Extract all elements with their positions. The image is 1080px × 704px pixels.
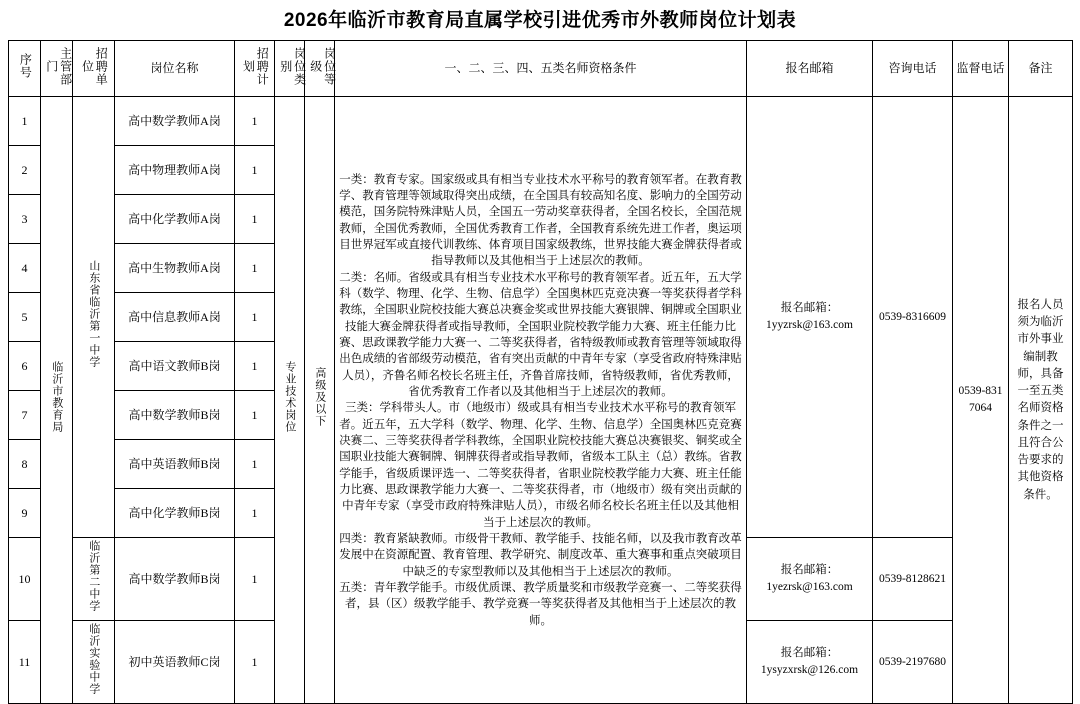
cell-email-1 [747,97,873,538]
email-address: 1yyzrsk@163.com [766,319,853,332]
condition-class-3: 三类：学科带头人。市（地级市）级或具有相当专业技术水平称号的教育领军者。近五年，五大学科（数学、物理、化学、生物、信息学）全国奥林匹克竞赛决赛二、三等奖获得者学科教练，全国职业院校技能大赛总决赛银奖、铜奖或全国职业技能大赛铜牌、铜牌获得者或指导教师，省级本工队主（总）教练。省教学能手，省级质课评选一、二等奖获得者，省职业院校教学能力大赛、班主任能力比赛、思政课教学能力大赛一、二等奖获得者，市（地级市）级有突出贡献的中青年专家（享受市政府特殊津贴人员），市级名师名校长名班主任以及其他相当于上述层次的教师。 [339,402,742,529]
cell-plan: 1 [235,97,275,146]
job-plan-table [8,40,1073,704]
cell-seq: 8 [9,440,41,489]
cell-plan: 1 [235,489,275,538]
cell-conditions [335,97,747,704]
cell-job-name: 高中英语教师B岗 [115,440,235,489]
cell-plan: 1 [235,293,275,342]
cell-consult-phone-1: 0539-8316609 [873,97,953,538]
header-job-level: 岗位等级 [305,41,335,97]
email-label: 报名邮箱： [780,302,839,315]
cell-unit-3: 临沂实验中学 [73,621,115,704]
page-title: 2026年临沂市教育局直属学校引进优秀市外教师岗位计划表 [283,10,797,31]
table-header-row [9,41,1073,97]
cell-plan: 1 [235,391,275,440]
cell-supervise-phone: 0539-8317064 [953,97,1009,704]
cell-plan: 1 [235,244,275,293]
email-label: 报名邮箱： [780,564,839,577]
cell-job-name: 高中信息教师A岗 [115,293,235,342]
email-address: 1ysyzxrsk@126.com [760,664,859,677]
cell-job-name: 高中数学教师B岗 [115,538,235,621]
cell-consult-phone-2: 0539-8128621 [873,538,953,621]
cell-plan: 1 [235,342,275,391]
cell-plan: 1 [235,538,275,621]
table-row [9,97,1073,146]
cell-seq: 5 [9,293,41,342]
cell-job-name: 高中语文教师B岗 [115,342,235,391]
cell-job-name: 初中英语教师C岗 [115,621,235,704]
header-supervise-phone: 监督电话 [953,41,1009,97]
cell-seq: 1 [9,97,41,146]
cell-seq: 3 [9,195,41,244]
condition-class-4: 四类：教育紧缺教师。市级骨干教师、教学能手、技能名师，以及我市教育改革发展中在资源配置、教育管理、教学研究、制度改革、重大赛事和重点突破项目中缺乏的专家型教师以及其他相当于上述层次的教师。 [339,532,742,578]
cell-seq: 10 [9,538,41,621]
header-job-name: 岗位名称 [115,41,235,97]
header-email: 报名邮箱 [747,41,873,97]
cell-email-2 [747,538,873,621]
cell-plan: 1 [235,440,275,489]
condition-class-1: 一类：教育专家。国家级或具有相当专业技术水平称号的教育领军者。在教育教学、教育管理等领域取得突出成绩，在全国具有较高知名度、影响力的全国劳动模范，国务院特殊津贴人员，全国五一劳动奖章获得者，全国名校长，全国范规教师，全国优秀教师，全国优秀教育工作者，全国教育系统先进工作者，奥运项目世界冠军或直接代训教练、体育项目国家级教练，世界技能大赛金牌获得者或指导教师以及其他相当于上述层次的教师。 [339,173,742,268]
cell-job-name: 高中物理教师A岗 [115,146,235,195]
header-consult-phone: 咨询电话 [873,41,953,97]
cell-seq: 11 [9,621,41,704]
cell-seq: 2 [9,146,41,195]
cell-plan: 1 [235,195,275,244]
header-plan: 招聘计划 [235,41,275,97]
cell-plan: 1 [235,146,275,195]
cell-seq: 7 [9,391,41,440]
cell-job-name: 高中数学教师A岗 [115,97,235,146]
header-job-type: 岗位类别 [275,41,305,97]
email-address: 1yezrsk@163.com [766,581,853,594]
condition-class-2: 二类：名师。省级或具有相当专业技术水平称号的教育领军者。近五年，五大学科（数学、物理、化学、生物、信息学）全国奥林匹克竞决赛一等奖获得者学科教练，全国职业院校技能大赛总决赛金奖或世界技能大赛银牌、铜牌或全国职业技能大赛金牌获得者或指导教师，全国职业院校教学能力大赛、班主任能力比赛、思政课教学能力大赛一、二等奖获得者，省特级教师或教育管理等领域取得出色成绩的省部级劳动模范，省有突出贡献的中青年专家（享受省政府特殊津贴人员），齐鲁名师名校长名班主任，齐鲁首席技师，省特级教师，省优秀教师，省优秀教育工作者以及其他相当于上述层次的教师。 [339,271,742,398]
header-unit: 招聘单位 [73,41,115,97]
email-label: 报名邮箱： [780,647,839,660]
cell-unit-2: 临沂第二中学 [73,538,115,621]
cell-email-3 [747,621,873,704]
cell-job-type: 专业技术岗位 [275,97,305,704]
cell-job-name: 高中化学教师A岗 [115,195,235,244]
cell-plan: 1 [235,621,275,704]
cell-consult-phone-3: 0539-2197680 [873,621,953,704]
cell-job-level: 高级及以下 [305,97,335,704]
cell-dept: 临沂市教育局 [41,97,73,704]
cell-seq: 4 [9,244,41,293]
header-seq: 序号 [9,41,41,97]
condition-class-5: 五类：青年教学能手。市级优质课、教学质量奖和市级教学竞赛一、二等奖获得者，县（区）级教学能手、教学竞赛一等奖获得者及其他相当于上述层次的教师。 [339,581,742,627]
cell-job-name: 高中生物教师A岗 [115,244,235,293]
cell-unit-1: 山东省临沂第一中学 [73,97,115,538]
cell-job-name: 高中数学教师B岗 [115,391,235,440]
cell-job-name: 高中化学教师B岗 [115,489,235,538]
header-conditions: 一、二、三、四、五类名师资格条件 [335,41,747,97]
header-remark: 备注 [1009,41,1073,97]
cell-seq: 6 [9,342,41,391]
cell-seq: 9 [9,489,41,538]
header-dept: 主管部门 [41,41,73,97]
cell-remark: 报名人员须为临沂市外事业编制教师，具备一至五类名师资格条件之一且符合公告要求的其他资格条件。 [1009,97,1073,704]
